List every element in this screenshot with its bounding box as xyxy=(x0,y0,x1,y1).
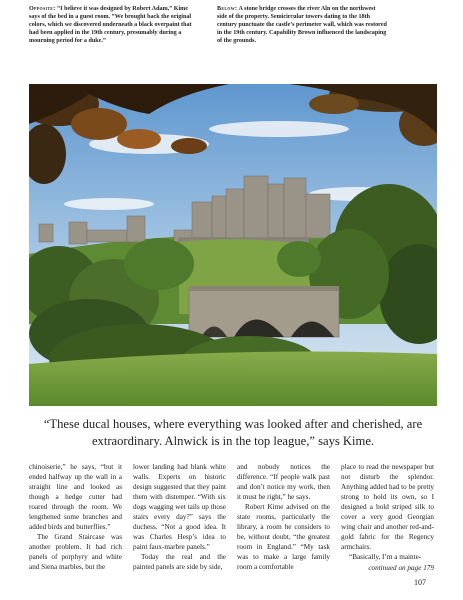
continued-note[interactable]: continued on page 179 xyxy=(368,564,434,572)
paragraph: and nobody notices the difference. “If people walk past and don’t notice my work, then it must be right,” he says. xyxy=(237,463,330,501)
foreground-lawn xyxy=(29,352,437,406)
paragraph: Today the real and the painted panels are side by side, xyxy=(133,553,226,571)
paragraph: chinoiserie,” he says, “but it ended halfway up the wall in a straight line and looked as though a hedge cutter had roared through the room. We lengthened some branches and added birds and butterflies.” xyxy=(29,463,122,531)
body-column-3 xyxy=(237,462,330,572)
caption-below-text: A stone bridge crosses the river Aln on the northwest side of the property. Semicircular towers dating to the 18th century punctuate the castle’s perimeter wall, which was restored in the 19th century. Capability Brown influenced the landscaping of the grounds. xyxy=(217,6,387,44)
caption-opposite xyxy=(29,5,194,45)
body-column-2 xyxy=(133,462,226,572)
caption-below-lead: Below: xyxy=(217,6,238,12)
caption-below xyxy=(217,5,387,45)
body-column-4 xyxy=(341,462,434,573)
paragraph: “Basically, I’m a mainte- xyxy=(349,553,422,561)
stone-bridge xyxy=(189,286,339,337)
body-column-1 xyxy=(29,462,122,572)
paragraph: Robert Kime advised on the state rooms, particularly the library, a room he considers to be, without doubt, “the greatest room in England.” “My task was to make a large family room a comfortable xyxy=(237,503,330,571)
paragraph: The Grand Staircase was another problem. It had rich panels of porphyry and white and Siena marbles, but the xyxy=(29,533,122,571)
page-number: 107 xyxy=(414,578,426,587)
caption-opposite-lead: Opposite: xyxy=(29,6,56,12)
caption-opposite-text: “I believe it was designed by Robert Adam,” Kime says of the bed in a guest room. “We brought back the original colors, which we discovered underneath a black overpaint that had been applied in the 19th century, presumably during a mourning period for a duke.” xyxy=(29,6,192,44)
castle-photo xyxy=(29,84,437,406)
paragraph: lower landing had blank white walls. Experts on historic design suggested that they paint them with distemper. “With six dogs wagging wet tails up those stairs every day?” says the duchess. “Not a good idea. It was Charles Hesp’s idea to paint faux-marbre panels.” xyxy=(133,463,226,551)
paragraph: place to read the newspaper but not disturb the splendor. Anything added had to be pretty strong to hold its own, so I designed a bold striped silk to cover a very good Georgian wing chair and another red-and-gold fabric for the Regency armchairs. xyxy=(341,463,434,551)
pull-quote: “These ducal houses, where everything was looked after and cherished, are extraordinary. Alnwick is in the top league,” says Kime. xyxy=(43,417,423,448)
